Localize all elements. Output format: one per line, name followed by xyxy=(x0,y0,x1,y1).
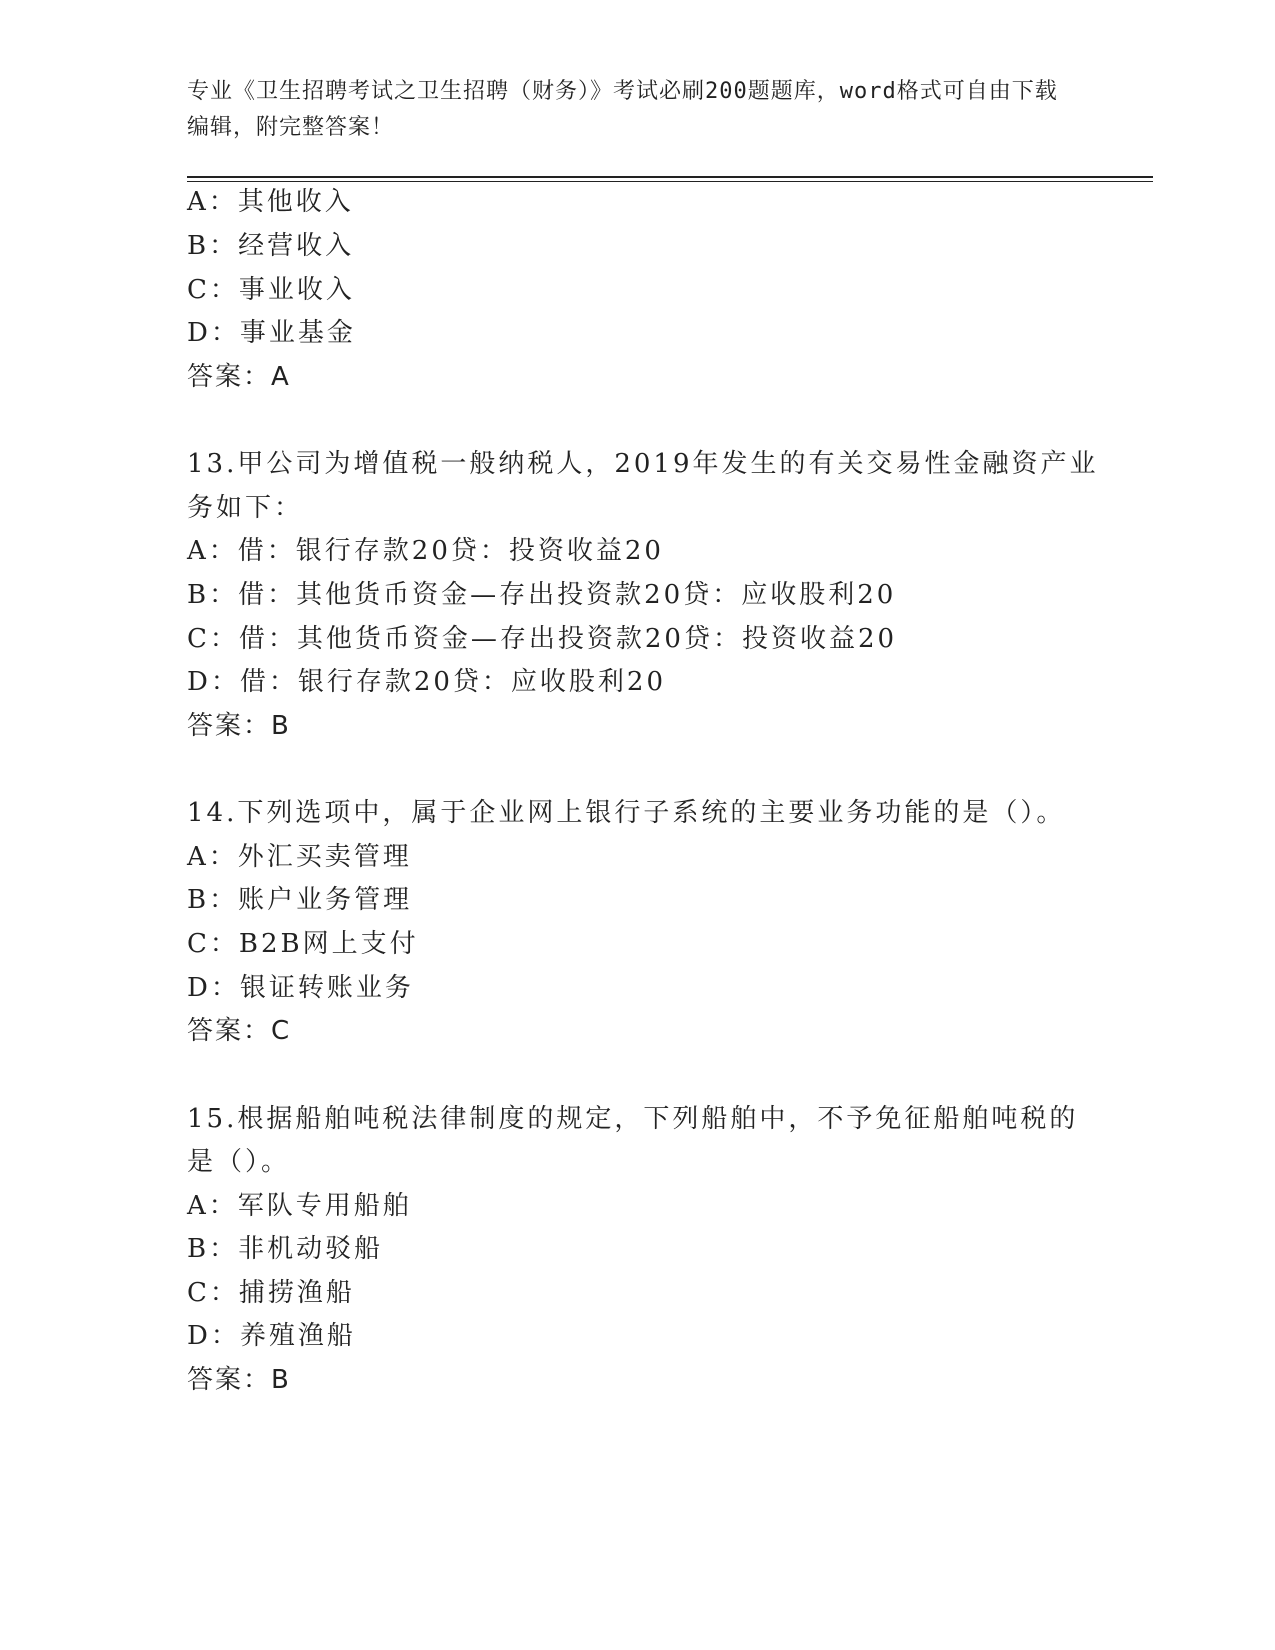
q15-option-d: D：养殖渔船 xyxy=(187,1321,356,1351)
q12-option-c: C：事业收入 xyxy=(187,275,355,305)
q15-option-b: B：非机动驳船 xyxy=(187,1234,384,1264)
q15-question-line2: 是（）。 xyxy=(187,1147,291,1177)
header-divider-thick xyxy=(187,176,1153,178)
q13-option-c: C：借：其他货币资金—存出投资款20贷：投资收益20 xyxy=(187,624,898,654)
header-divider-thin xyxy=(187,181,1153,182)
q12-option-a: A：其他收入 xyxy=(187,187,354,217)
q12-answer: 答案：A xyxy=(187,362,291,392)
q13-option-b: B：借：其他货币资金—存出投资款20贷：应收股利20 xyxy=(187,580,897,610)
q13-question-line1: 13.甲公司为增值税一般纳税人，2019年发生的有关交易性金融资产业 xyxy=(187,449,1099,479)
q14-option-d: D：银证转账业务 xyxy=(187,973,414,1003)
q14-question: 14.下列选项中，属于企业网上银行子系统的主要业务功能的是（）。 xyxy=(187,798,1066,828)
q12-option-b: B：经营收入 xyxy=(187,231,355,261)
document-header: 专业《卫生招聘考试之卫生招聘（财务）》考试必刷200题题库，word格式可自由下载编辑，附完整答案！ xyxy=(187,79,1058,140)
q15-question-line1: 15.根据船舶吨税法律制度的规定，下列船舶中，不予免征船舶吨税的 xyxy=(187,1104,1079,1134)
q13-question-line2: 务如下： xyxy=(187,493,304,523)
q13-option-a: A：借：银行存款20贷：投资收益20 xyxy=(187,536,664,566)
q13-option-d: D：借：银行存款20贷：应收股利20 xyxy=(187,667,667,697)
q12-option-d: D：事业基金 xyxy=(187,318,356,348)
q14-option-a: A：外汇买卖管理 xyxy=(187,842,412,872)
q14-option-b: B：账户业务管理 xyxy=(187,885,413,915)
q15-option-a: A：军队专用船舶 xyxy=(187,1191,412,1221)
q14-option-c: C：B2B网上支付 xyxy=(187,929,419,959)
q14-answer: 答案：C xyxy=(187,1016,292,1046)
q15-option-c: C：捕捞渔船 xyxy=(187,1278,355,1308)
q15-answer: 答案：B xyxy=(187,1365,291,1395)
q13-answer: 答案：B xyxy=(187,711,291,741)
